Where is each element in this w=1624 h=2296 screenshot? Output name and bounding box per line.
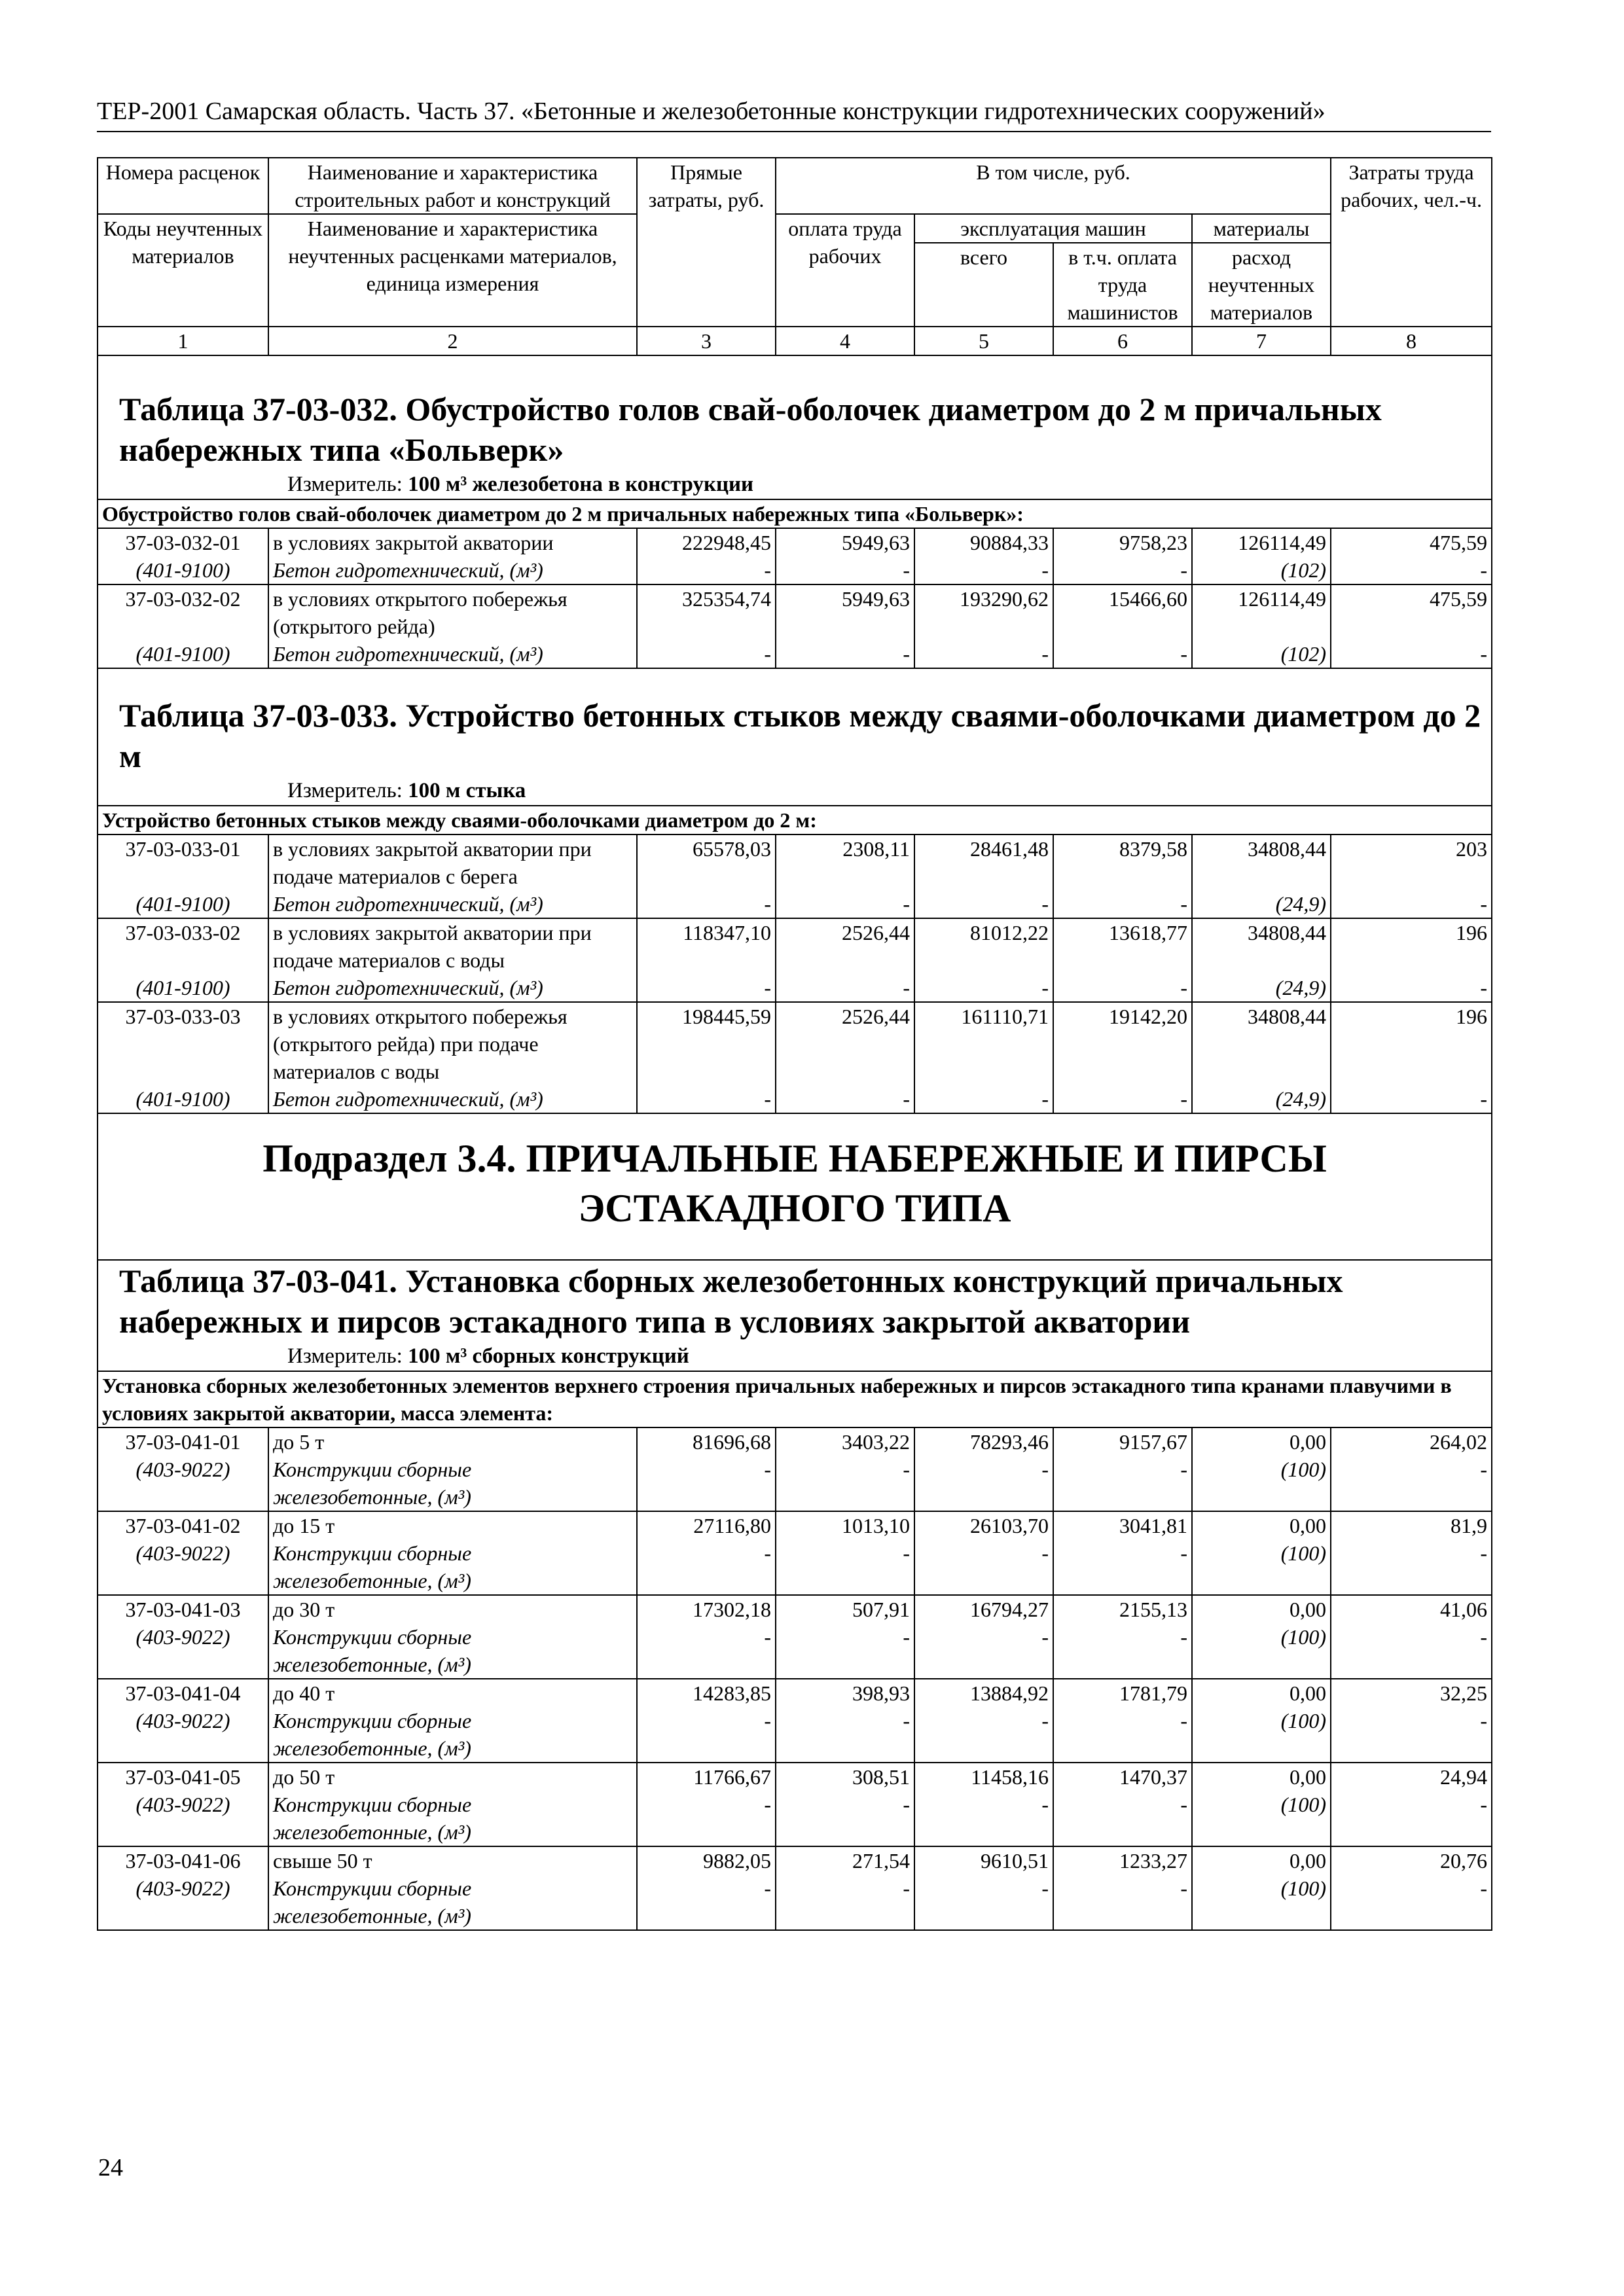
material-qty: (102) — [1192, 556, 1331, 584]
measurement-label: Измеритель: — [287, 779, 403, 802]
header-machines-labor: в т.ч. оплата труда машинистов — [1053, 243, 1192, 327]
material-code: (401-9100) — [98, 556, 268, 584]
direct-cost: 65578,03 — [637, 834, 776, 890]
machines-total: 193290,62 — [914, 584, 1053, 640]
material-row — [98, 1085, 1492, 1113]
header-col2-top: Наименование и характеристика строительных работ и конструкций — [268, 158, 637, 214]
material-name: Бетон гидротехнический, (м³) — [268, 890, 637, 918]
col-num: 3 — [637, 327, 776, 355]
labor-hours: 203 — [1331, 834, 1492, 890]
materials: 0,00 — [1192, 1595, 1331, 1623]
table-title — [102, 389, 1487, 470]
dash: - — [914, 1707, 1053, 1763]
dash: - — [914, 1874, 1053, 1930]
dash: - — [637, 974, 776, 1002]
rate-name: в условиях закрытой акватории — [268, 528, 637, 556]
dash: - — [776, 1085, 914, 1113]
dash: - — [1053, 1539, 1192, 1595]
group-row — [98, 1371, 1492, 1427]
materials: 0,00 — [1192, 1427, 1331, 1456]
dash: - — [637, 1874, 776, 1930]
measurement-value: 100 м³ сборных конструкций — [408, 1344, 689, 1368]
machines-labor: 19142,20 — [1053, 1002, 1192, 1085]
group-title: Установка сборных железобетонных элементов верхнего строения причальных набережных и пирсов эстакадного типа кранами плавучими в условиях закрытой акватории, масса элемента: — [98, 1371, 1492, 1427]
direct-cost: 9882,05 — [637, 1846, 776, 1874]
material-row — [98, 1539, 1492, 1595]
machines-total: 90884,33 — [914, 528, 1053, 556]
material-qty: (100) — [1192, 1623, 1331, 1679]
rate-name: в условиях открытого побережья (открытого рейда) — [268, 584, 637, 640]
dash: - — [1053, 890, 1192, 918]
machines-labor: 1781,79 — [1053, 1679, 1192, 1707]
rate-row — [98, 584, 1492, 640]
rate-name: в условиях закрытой акватории при подаче материалов с берега — [268, 834, 637, 890]
material-name: Конструкции сборные железобетонные, (м³) — [268, 1791, 637, 1846]
col-num: 8 — [1331, 327, 1492, 355]
direct-cost: 325354,74 — [637, 584, 776, 640]
material-name: Бетон гидротехнический, (м³) — [268, 640, 637, 668]
labor-pay: 1013,10 — [776, 1511, 914, 1539]
rate-row — [98, 1763, 1492, 1791]
table-caption: Установка сборных железобетонных конструкций причальных набережных и пирсов эстакадного типа в условиях закрытой акватории — [119, 1263, 1343, 1340]
dash: - — [1331, 1791, 1492, 1846]
material-row — [98, 640, 1492, 668]
material-qty: (100) — [1192, 1456, 1331, 1511]
labor-pay: 271,54 — [776, 1846, 914, 1874]
dash: - — [1331, 1874, 1492, 1930]
materials: 0,00 — [1192, 1763, 1331, 1791]
rate-name: до 15 т — [268, 1511, 637, 1539]
measurement-value: 100 м стыка — [408, 779, 526, 802]
header-materials: материалы — [1192, 214, 1331, 243]
dash: - — [776, 890, 914, 918]
dash: - — [637, 1707, 776, 1763]
materials: 126114,49 — [1192, 528, 1331, 556]
rate-name: до 40 т — [268, 1679, 637, 1707]
labor-hours: 41,06 — [1331, 1595, 1492, 1623]
dash: - — [776, 556, 914, 584]
dash: - — [1053, 1707, 1192, 1763]
labor-hours: 264,02 — [1331, 1427, 1492, 1456]
table-caption: Устройство бетонных стыков между сваями-оболочками диаметром до 2 м — [119, 697, 1481, 774]
table-number: Таблица 37-03-032. — [119, 391, 397, 427]
dash: - — [1053, 556, 1192, 584]
dash: - — [914, 1623, 1053, 1679]
dash: - — [914, 556, 1053, 584]
table-title-cell — [98, 355, 1492, 499]
measurement — [102, 470, 1487, 499]
machines-total: 28461,48 — [914, 834, 1053, 890]
dash: - — [914, 1539, 1053, 1595]
dash: - — [914, 1791, 1053, 1846]
rate-row — [98, 1846, 1492, 1874]
dash: - — [1331, 974, 1492, 1002]
header-labor-cost: Затраты труда рабочих, чел.-ч. — [1331, 158, 1492, 327]
machines-labor: 8379,58 — [1053, 834, 1192, 890]
machines-labor: 15466,60 — [1053, 584, 1192, 640]
header-machines: эксплуатация машин — [914, 214, 1192, 243]
dash: - — [776, 1874, 914, 1930]
material-name: Конструкции сборные железобетонные, (м³) — [268, 1874, 637, 1930]
labor-pay: 2526,44 — [776, 1002, 914, 1085]
dash: - — [1053, 1791, 1192, 1846]
material-name: Бетон гидротехнический, (м³) — [268, 974, 637, 1002]
material-code: (401-9100) — [98, 640, 268, 668]
machines-total: 78293,46 — [914, 1427, 1053, 1456]
materials: 0,00 — [1192, 1679, 1331, 1707]
rate-name: в условиях открытого побережья (открытого рейда) при подаче материалов с воды — [268, 1002, 637, 1085]
rate-name: до 50 т — [268, 1763, 637, 1791]
page-number: 24 — [98, 2154, 123, 2181]
dash: - — [914, 1456, 1053, 1511]
labor-pay: 2308,11 — [776, 834, 914, 890]
dash: - — [776, 1539, 914, 1595]
rate-name: до 5 т — [268, 1427, 637, 1456]
rate-row — [98, 918, 1492, 974]
col-num: 2 — [268, 327, 637, 355]
subsection-line-1: Подраздел 3.4. ПРИЧАЛЬНЫЕ НАБЕРЕЖНЫЕ И ПИРСЫ — [262, 1137, 1327, 1180]
rate-row — [98, 1002, 1492, 1085]
header-incl: В том числе, руб. — [776, 158, 1331, 214]
rate-name: до 30 т — [268, 1595, 637, 1623]
material-qty: (100) — [1192, 1874, 1331, 1930]
group-row — [98, 806, 1492, 834]
material-code: (403-9022) — [98, 1791, 268, 1846]
subsection-line-2: ЭСТАКАДНОГО ТИПА — [578, 1187, 1011, 1230]
material-row — [98, 1874, 1492, 1930]
dash: - — [776, 1623, 914, 1679]
labor-pay: 3403,22 — [776, 1427, 914, 1456]
materials: 0,00 — [1192, 1511, 1331, 1539]
group-title: Устройство бетонных стыков между сваями-оболочками диаметром до 2 м: — [98, 806, 1492, 834]
dash: - — [637, 890, 776, 918]
dash: - — [637, 556, 776, 584]
rate-row — [98, 1427, 1492, 1456]
machines-total: 26103,70 — [914, 1511, 1053, 1539]
dash: - — [637, 1623, 776, 1679]
material-code: (403-9022) — [98, 1707, 268, 1763]
rate-code: 37-03-041-05 — [98, 1763, 268, 1791]
table-title — [102, 695, 1487, 776]
header-col2-bottom: Наименование и характеристика неучтенных расценками материалов, единица измерения — [268, 214, 637, 327]
dash: - — [1053, 1456, 1192, 1511]
machines-total: 81012,22 — [914, 918, 1053, 974]
dash: - — [1331, 1539, 1492, 1595]
header-materials-sub: расход неучтенных материалов — [1192, 243, 1331, 327]
rate-code: 37-03-033-01 — [98, 834, 268, 890]
machines-labor: 1233,27 — [1053, 1846, 1192, 1874]
table-title-cell — [98, 668, 1492, 806]
material-name: Конструкции сборные железобетонные, (м³) — [268, 1539, 637, 1595]
material-code: (401-9100) — [98, 974, 268, 1002]
direct-cost: 198445,59 — [637, 1002, 776, 1085]
machines-total: 13884,92 — [914, 1679, 1053, 1707]
dash: - — [914, 1085, 1053, 1113]
labor-hours: 196 — [1331, 918, 1492, 974]
dash: - — [776, 1707, 914, 1763]
subsection-row — [98, 1113, 1492, 1260]
table-caption: Обустройство голов свай-оболочек диаметром до 2 м причальных набережных типа «Больверк» — [119, 391, 1382, 468]
direct-cost: 118347,10 — [637, 918, 776, 974]
labor-hours: 20,76 — [1331, 1846, 1492, 1874]
machines-total: 16794,27 — [914, 1595, 1053, 1623]
materials: 34808,44 — [1192, 834, 1331, 890]
material-name: Конструкции сборные железобетонные, (м³) — [268, 1623, 637, 1679]
rate-row — [98, 834, 1492, 890]
direct-cost: 222948,45 — [637, 528, 776, 556]
header-row-2 — [98, 214, 1492, 243]
labor-pay: 507,91 — [776, 1595, 914, 1623]
labor-hours: 196 — [1331, 1002, 1492, 1085]
rate-row — [98, 528, 1492, 556]
rate-code: 37-03-033-02 — [98, 918, 268, 974]
material-row — [98, 1707, 1492, 1763]
material-row — [98, 974, 1492, 1002]
rate-row — [98, 1679, 1492, 1707]
rate-row — [98, 1595, 1492, 1623]
table-number: Таблица 37-03-033. — [119, 697, 397, 734]
dash: - — [914, 974, 1053, 1002]
material-qty: (100) — [1192, 1707, 1331, 1763]
labor-pay: 2526,44 — [776, 918, 914, 974]
col-num: 7 — [1192, 327, 1331, 355]
dash: - — [1331, 1623, 1492, 1679]
rate-name: в условиях закрытой акватории при подаче материалов с воды — [268, 918, 637, 974]
rate-row — [98, 1511, 1492, 1539]
measurement — [102, 1342, 1487, 1371]
machines-labor: 9157,67 — [1053, 1427, 1192, 1456]
material-name: Конструкции сборные железобетонные, (м³) — [268, 1456, 637, 1511]
labor-pay: 308,51 — [776, 1763, 914, 1791]
material-row — [98, 1623, 1492, 1679]
dash: - — [1331, 640, 1492, 668]
material-qty: (100) — [1192, 1791, 1331, 1846]
header-col1-bottom: Коды неучтенных материалов — [98, 214, 268, 327]
header-machines-total: всего — [914, 243, 1053, 327]
dash: - — [1053, 974, 1192, 1002]
material-qty: (100) — [1192, 1539, 1331, 1595]
machines-labor: 13618,77 — [1053, 918, 1192, 974]
material-qty: (24,9) — [1192, 974, 1331, 1002]
dash: - — [1331, 1707, 1492, 1763]
labor-hours: 475,59 — [1331, 584, 1492, 640]
rate-code: 37-03-041-06 — [98, 1846, 268, 1874]
direct-cost: 11766,67 — [637, 1763, 776, 1791]
table-title-row — [98, 355, 1492, 499]
table-title-row — [98, 1260, 1492, 1371]
machines-total: 9610,51 — [914, 1846, 1053, 1874]
direct-cost: 14283,85 — [637, 1679, 776, 1707]
dash: - — [1053, 1623, 1192, 1679]
material-qty: (102) — [1192, 640, 1331, 668]
material-qty: (24,9) — [1192, 1085, 1331, 1113]
material-row — [98, 1791, 1492, 1846]
table-number: Таблица 37-03-041. — [119, 1263, 397, 1299]
machines-labor: 2155,13 — [1053, 1595, 1192, 1623]
dash: - — [1331, 890, 1492, 918]
dash: - — [1331, 556, 1492, 584]
dash: - — [776, 974, 914, 1002]
group-title: Обустройство голов свай-оболочек диаметром до 2 м причальных набережных типа «Больверк»: — [98, 499, 1492, 528]
running-header: ТЕР-2001 Самарская область. Часть 37. «Бетонные и железобетонные конструкции гидротехнических сооружений» — [97, 97, 1491, 132]
material-name: Бетон гидротехнический, (м³) — [268, 1085, 637, 1113]
subsection-title — [102, 1114, 1487, 1259]
rate-code: 37-03-033-03 — [98, 1002, 268, 1085]
labor-pay: 5949,63 — [776, 584, 914, 640]
materials: 34808,44 — [1192, 918, 1331, 974]
col-num: 1 — [98, 327, 268, 355]
material-row — [98, 890, 1492, 918]
material-row — [98, 556, 1492, 584]
material-code: (403-9022) — [98, 1539, 268, 1595]
col-num: 6 — [1053, 327, 1192, 355]
measurement-label: Измеритель: — [287, 1344, 403, 1368]
material-row — [98, 1456, 1492, 1511]
material-name: Конструкции сборные железобетонные, (м³) — [268, 1707, 637, 1763]
table-title-row — [98, 668, 1492, 806]
dash: - — [914, 890, 1053, 918]
materials: 0,00 — [1192, 1846, 1331, 1874]
rate-code: 37-03-041-03 — [98, 1595, 268, 1623]
column-numbers-row — [98, 327, 1492, 355]
machines-labor: 1470,37 — [1053, 1763, 1192, 1791]
direct-cost: 27116,80 — [637, 1511, 776, 1539]
dash: - — [776, 1791, 914, 1846]
dash: - — [1053, 1874, 1192, 1930]
rate-code: 37-03-041-01 — [98, 1427, 268, 1456]
labor-hours: 475,59 — [1331, 528, 1492, 556]
material-code: (401-9100) — [98, 890, 268, 918]
dash: - — [637, 1456, 776, 1511]
rate-code: 37-03-032-02 — [98, 584, 268, 640]
direct-cost: 17302,18 — [637, 1595, 776, 1623]
rate-code: 37-03-032-01 — [98, 528, 268, 556]
header-direct: Прямые затраты, руб. — [637, 158, 776, 327]
header-col1-top: Номера расценок — [98, 158, 268, 214]
rate-code: 37-03-041-02 — [98, 1511, 268, 1539]
dash: - — [637, 1791, 776, 1846]
dash: - — [637, 1085, 776, 1113]
dash: - — [914, 640, 1053, 668]
material-code: (403-9022) — [98, 1456, 268, 1511]
rates-table — [97, 157, 1492, 1931]
material-code: (403-9022) — [98, 1874, 268, 1930]
material-name: Бетон гидротехнический, (м³) — [268, 556, 637, 584]
material-code: (403-9022) — [98, 1623, 268, 1679]
dash: - — [1331, 1085, 1492, 1113]
labor-hours: 81,9 — [1331, 1511, 1492, 1539]
machines-labor: 9758,23 — [1053, 528, 1192, 556]
labor-hours: 24,94 — [1331, 1763, 1492, 1791]
table-title-cell — [98, 1260, 1492, 1371]
direct-cost: 81696,68 — [637, 1427, 776, 1456]
machines-labor: 3041,81 — [1053, 1511, 1192, 1539]
labor-pay: 398,93 — [776, 1679, 914, 1707]
material-qty: (24,9) — [1192, 890, 1331, 918]
materials: 34808,44 — [1192, 1002, 1331, 1085]
col-num: 5 — [914, 327, 1053, 355]
measurement — [102, 776, 1487, 805]
measurement-label: Измеритель: — [287, 473, 403, 496]
materials: 126114,49 — [1192, 584, 1331, 640]
dash: - — [1331, 1456, 1492, 1511]
dash: - — [1053, 1085, 1192, 1113]
table-title — [102, 1261, 1487, 1342]
subsection-cell — [98, 1113, 1492, 1260]
dash: - — [637, 640, 776, 668]
col-num: 4 — [776, 327, 914, 355]
material-code: (401-9100) — [98, 1085, 268, 1113]
group-row — [98, 499, 1492, 528]
header-row-1 — [98, 158, 1492, 214]
labor-hours: 32,25 — [1331, 1679, 1492, 1707]
measurement-value: 100 м³ железобетона в конструкции — [408, 473, 753, 496]
dash: - — [1053, 640, 1192, 668]
dash: - — [637, 1539, 776, 1595]
header-labor: оплата труда рабочих — [776, 214, 914, 327]
dash: - — [776, 640, 914, 668]
labor-pay: 5949,63 — [776, 528, 914, 556]
rate-code: 37-03-041-04 — [98, 1679, 268, 1707]
machines-total: 161110,71 — [914, 1002, 1053, 1085]
machines-total: 11458,16 — [914, 1763, 1053, 1791]
dash: - — [776, 1456, 914, 1511]
rate-name: свыше 50 т — [268, 1846, 637, 1874]
